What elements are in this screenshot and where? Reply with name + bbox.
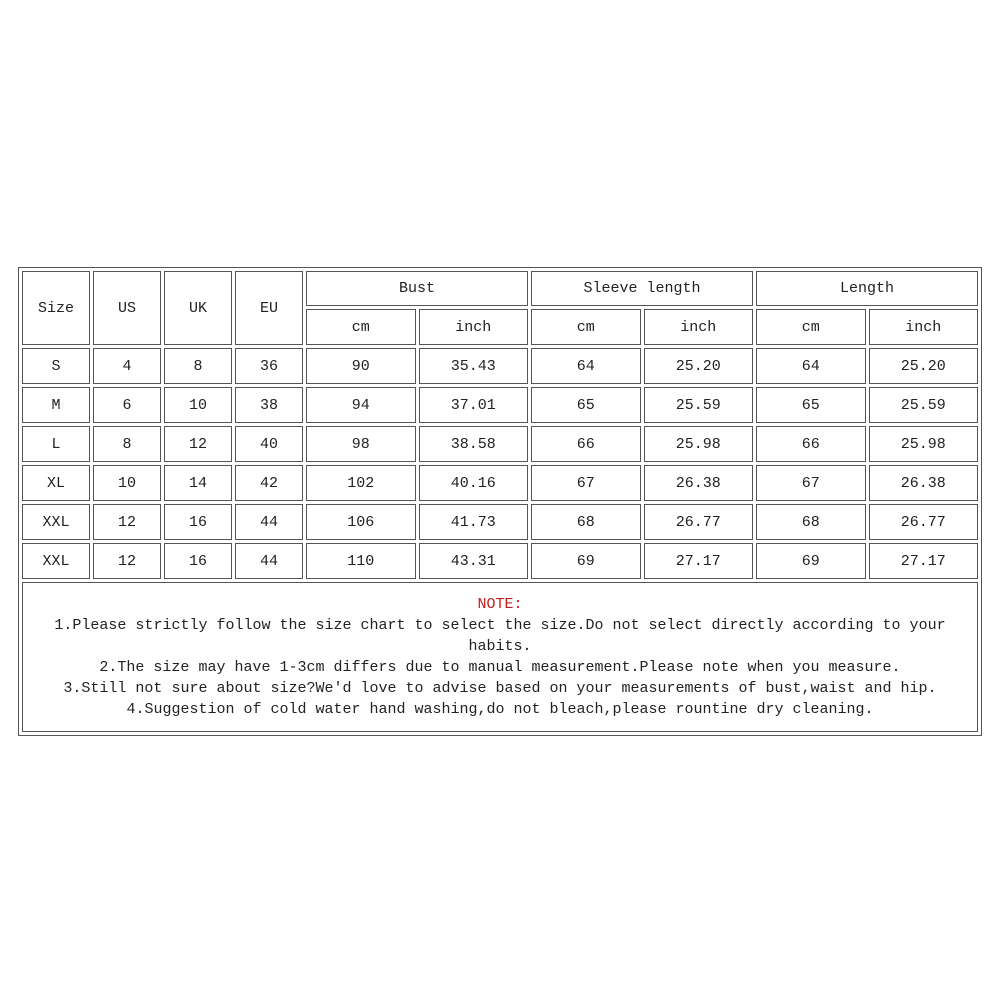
table-cell: 37.01 <box>419 387 529 423</box>
table-cell: 38.58 <box>419 426 529 462</box>
table-cell: 94 <box>306 387 416 423</box>
table-cell: 25.20 <box>869 348 979 384</box>
table-cell: 43.31 <box>419 543 529 579</box>
header-us: US <box>93 271 161 345</box>
table-cell: 10 <box>164 387 232 423</box>
header-length: Length <box>756 271 978 306</box>
table-row <box>22 387 978 423</box>
table-cell: 8 <box>164 348 232 384</box>
table-cell: 36 <box>235 348 303 384</box>
table-cell: 26.77 <box>644 504 754 540</box>
table-cell: XL <box>22 465 90 501</box>
table-cell: 40.16 <box>419 465 529 501</box>
table-cell: 25.98 <box>644 426 754 462</box>
table-cell: 106 <box>306 504 416 540</box>
table-cell: 98 <box>306 426 416 462</box>
table-cell: 67 <box>531 465 641 501</box>
table-cell: 16 <box>164 504 232 540</box>
table-cell: 10 <box>93 465 161 501</box>
table-cell: 12 <box>164 426 232 462</box>
table-row <box>22 348 978 384</box>
table-cell: L <box>22 426 90 462</box>
table-cell: 26.38 <box>869 465 979 501</box>
table-cell: 44 <box>235 504 303 540</box>
table-cell: 14 <box>164 465 232 501</box>
table-cell: 25.59 <box>869 387 979 423</box>
table-cell: 26.77 <box>869 504 979 540</box>
unit-cell: inch <box>419 309 529 345</box>
note-line: 1.Please strictly follow the size chart to select the size.Do not select directly according to your habits. <box>54 617 946 655</box>
table-cell: 6 <box>93 387 161 423</box>
unit-cell: inch <box>644 309 754 345</box>
table-cell: 25.20 <box>644 348 754 384</box>
note-line: 2.The size may have 1-3cm differs due to manual measurement.Please note when you measure. <box>99 659 901 676</box>
table-row <box>22 543 978 579</box>
table-cell: 41.73 <box>419 504 529 540</box>
table-row <box>22 504 978 540</box>
table-cell: 27.17 <box>869 543 979 579</box>
table-cell: 90 <box>306 348 416 384</box>
table-cell: 65 <box>756 387 866 423</box>
table-cell: 16 <box>164 543 232 579</box>
table-cell: XXL <box>22 504 90 540</box>
note-title: NOTE: <box>477 596 523 613</box>
size-chart-table <box>18 267 982 736</box>
table-cell: 64 <box>531 348 641 384</box>
unit-cell: cm <box>756 309 866 345</box>
header-row <box>22 271 978 306</box>
table-cell: 69 <box>756 543 866 579</box>
header-uk: UK <box>164 271 232 345</box>
header-bust: Bust <box>306 271 528 306</box>
table-cell: 38 <box>235 387 303 423</box>
unit-cell: inch <box>869 309 979 345</box>
table-cell: 40 <box>235 426 303 462</box>
table-cell: 68 <box>756 504 866 540</box>
notes-row <box>22 582 978 732</box>
header-size: Size <box>22 271 90 345</box>
table-cell: 67 <box>756 465 866 501</box>
table-cell: 27.17 <box>644 543 754 579</box>
table-cell: XXL <box>22 543 90 579</box>
table-cell: M <box>22 387 90 423</box>
table-cell: 12 <box>93 543 161 579</box>
unit-cell: cm <box>531 309 641 345</box>
unit-cell: cm <box>306 309 416 345</box>
note-line: 3.Still not sure about size?We'd love to advise based on your measurements of bust,waist and hip. <box>63 680 937 697</box>
table-cell: 68 <box>531 504 641 540</box>
table-cell: 8 <box>93 426 161 462</box>
table-row <box>22 426 978 462</box>
table-cell: 102 <box>306 465 416 501</box>
note-line: 4.Suggestion of cold water hand washing,do not bleach,please rountine dry cleaning. <box>126 701 874 718</box>
notes-cell <box>22 582 978 732</box>
table-cell: 42 <box>235 465 303 501</box>
table-cell: S <box>22 348 90 384</box>
header-sleeve-length: Sleeve length <box>531 271 753 306</box>
table-cell: 35.43 <box>419 348 529 384</box>
table-cell: 66 <box>756 426 866 462</box>
table-cell: 25.98 <box>869 426 979 462</box>
table-cell: 26.38 <box>644 465 754 501</box>
table-cell: 66 <box>531 426 641 462</box>
table-cell: 12 <box>93 504 161 540</box>
table-cell: 4 <box>93 348 161 384</box>
table-cell: 69 <box>531 543 641 579</box>
table-cell: 110 <box>306 543 416 579</box>
header-eu: EU <box>235 271 303 345</box>
table-cell: 65 <box>531 387 641 423</box>
table-cell: 44 <box>235 543 303 579</box>
table-cell: 25.59 <box>644 387 754 423</box>
table-row <box>22 465 978 501</box>
table-cell: 64 <box>756 348 866 384</box>
